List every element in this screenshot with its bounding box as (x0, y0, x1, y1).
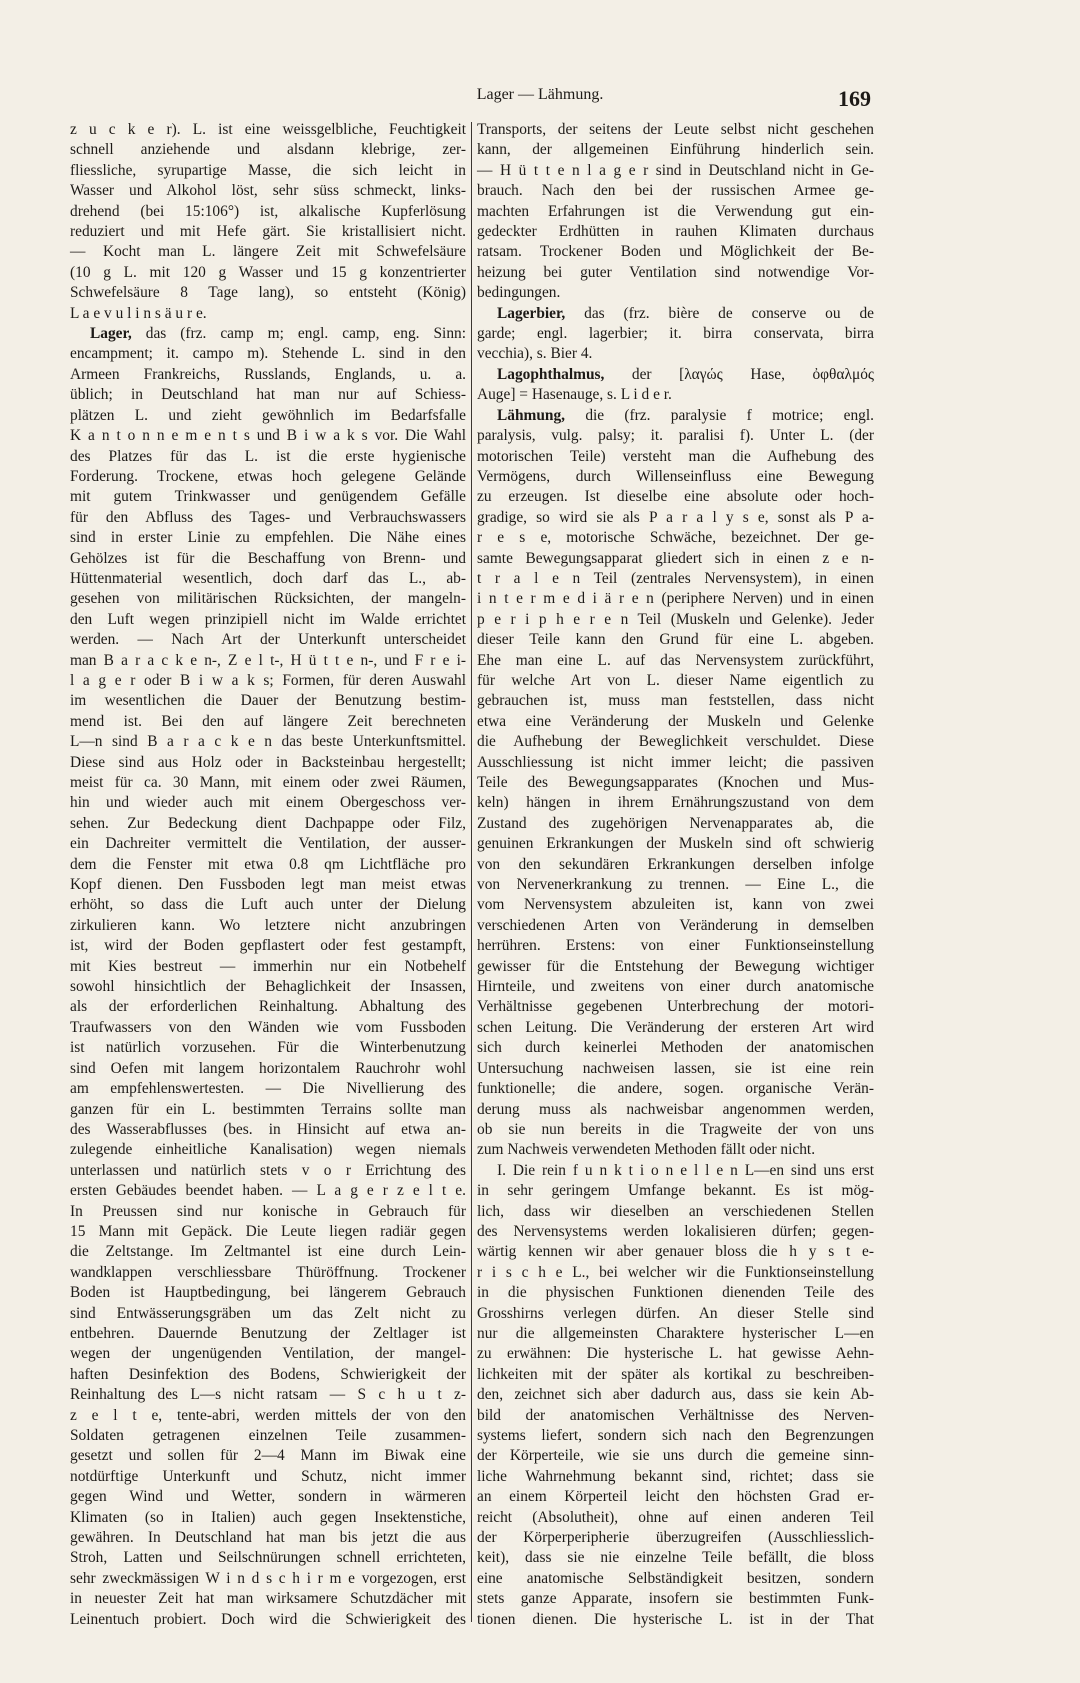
text-line: eine anatomische Selbständigkeit besitzen, sondern (477, 1569, 874, 1587)
right-column (477, 120, 874, 1630)
text-line: Kopf dienen. Den Fussboden legt man meist etwas (70, 876, 466, 894)
text-line: kann, der allgemeinen Einführung hinderlich sein. (477, 141, 874, 159)
text-line: keit), dass sie nie einzelne Teile befällt, die bloss (477, 1549, 874, 1567)
text-line: wärtig kennen wir aber genauer bloss die h y s t e- (477, 1243, 874, 1261)
text-line: ist natürlich vorzusehen. Für die Winterbenutzung (70, 1039, 466, 1057)
text-line: gegen Wind und Wetter, sondern in wärmeren (70, 1488, 466, 1506)
text-line: schen Leitung. Die Veränderung der ersteren Art wird (477, 1018, 874, 1036)
text-line: — Kocht man L. längere Zeit mit Schwefelsäure (70, 243, 466, 261)
headword: Lagerbier, (497, 304, 566, 322)
text-line: sind Entwässerungsgräben um das Zelt nicht zu (70, 1304, 466, 1322)
text-line: Auge] = Hasenauge, s. L i d e r. (477, 386, 672, 404)
text-line: des Nervensystems werden lokalisieren dürfen; gegen- (477, 1222, 874, 1240)
text-line: brauch. Nach den bei der russischen Armee ge- (477, 182, 874, 200)
text-line: etwa eine Veränderung der Muskeln und Gelenke (477, 712, 874, 730)
text-line: am empfehlenswertesten. — Die Nivellierung des (70, 1080, 466, 1098)
text-line (477, 365, 874, 385)
text-line: notdürftige Unterkunft und Schutz, nicht immer (70, 1467, 466, 1485)
text-line (70, 324, 466, 344)
text-line: der Körperperipherie überzugreifen (Ausschliesslich- (477, 1529, 874, 1547)
text-line: zum Nachweis verwendeten Methoden fällt oder nicht. (477, 1141, 816, 1159)
text-line: den Luft wegen prinzipiell nicht im Walde errichtet (70, 610, 466, 628)
text-line: z e l t e, tente-abri, werden mittels der von den (70, 1406, 466, 1424)
text-line: im wesentlichen die Dauer der Benutzung bestim- (70, 692, 466, 710)
text-line: gewähren. In Deutschland hat man bis jetzt die aus (70, 1529, 466, 1547)
text-line: sehr zweckmässigen W i n d s c h i r m e vorgezogen, erst (70, 1569, 466, 1587)
paragraph (477, 1161, 874, 1630)
text-line: machten Erfahrungen ist die Verwendung gut ein- (477, 202, 874, 220)
text-line: verschiedenen Arten von Veränderung in demselben (477, 916, 874, 934)
text-line: vom Nervensystem abzuleiten ist, kann von zwei (477, 896, 874, 914)
text-line: Stroh, Latten und Seilschnürungen schnell errichteten, (70, 1549, 466, 1567)
paragraph (70, 120, 466, 324)
text-line: in die physischen Funktionen dienenden Teile des (477, 1284, 874, 1302)
text-line: dieser Teile kann den Grund für eine L. abgeben. (477, 631, 874, 649)
text-line: Traufwassers von den Wänden wie vom Fussboden (70, 1018, 466, 1036)
text-line: sich durch keinerlei Methoden der anatomischen (477, 1039, 874, 1057)
text-line: Ausschliessung ist nicht immer leicht; die passiven (477, 753, 874, 771)
text-line: entbehren. Dauernde Benutzung der Zeltlager ist (70, 1324, 466, 1342)
entry-paragraph (477, 304, 874, 365)
text-line: sind Oefen mit langem horizontalem Rauchrohr wohl (70, 1059, 466, 1077)
text-line: Untersuchung nachweisen lassen, sie ist eine rein (477, 1059, 874, 1077)
text-line: garde; engl. lagerbier; it. birra conservata, birra (477, 325, 874, 343)
text-line (477, 304, 874, 324)
text-line: In Preussen sind nur konische in Gebrauch für (70, 1202, 466, 1220)
text-line: meist für ca. 30 Mann, mit einem oder zwei Räumen, (70, 774, 466, 791)
line-text: das (frz. camp m; engl. camp, eng. Sinn: (131, 325, 466, 343)
text-line: Vermögens, durch Willenseinfluss eine Bewegung (477, 467, 874, 485)
text-line: L a e v u l i n s ä u r e. (70, 304, 207, 322)
text-line: für welche Art von L. dieser Name eigentlich zu (477, 671, 874, 689)
text-line: lichkeiten mit der später als kortikal zu beschreiben- (477, 1365, 874, 1383)
text-line: drehend (bei 15:106°) ist, alkalische Kupferlösung (70, 202, 466, 220)
text-line: Transports, der seitens der Leute selbst nicht geschehen (477, 121, 874, 138)
text-line: t r a l e n Teil (zentrales Nervensystem), in einen (477, 569, 874, 587)
headword: Lager, (90, 325, 132, 343)
text-line: sind in erster Linie zu empfehlen. Die Nähe eines (70, 529, 466, 547)
text-line: tionen dienen. Die hysterische L. ist in der That (477, 1610, 874, 1628)
text-line: nur die allgemeinsten Charaktere hysterischer L—en (477, 1324, 874, 1342)
text-line: I. Die rein f u n k t i o n e l l e n L—en sind uns erst (497, 1161, 874, 1179)
text-line: z u c k e r). L. ist eine weissgelbliche, Feuchtigkeit (70, 121, 466, 138)
line-text: der [λαγώς Hase, ὀφθαλμός (604, 365, 874, 383)
text-line: ob sie nun bereits in die Tragweite der von uns (477, 1120, 874, 1138)
text-line: die Zeltstange. Im Zeltmantel ist eine durch Lein- (70, 1243, 466, 1261)
text-line: L—n sind B a r a c k e n das beste Unterkunftsmittel. (70, 733, 466, 751)
text-line: Armeen Frankreichs, Russlands, Englands, u. a. (70, 365, 466, 383)
text-line: hin und wieder auch mit einem Obergeschoss ver- (70, 794, 466, 812)
text-line: von Nervenerkrankung zu trennen. — Eine L., die (477, 876, 874, 894)
text-line: Zustand des zugehörigen Nervenapparates ab, die (477, 814, 874, 832)
text-line: (10 g L. mit 120 g Wasser und 15 g konzentrierter (70, 263, 466, 281)
text-line: sowohl hinsichtlich der Behaglichkeit der Insassen, (70, 978, 466, 996)
entry-paragraph (70, 324, 466, 1630)
text-line: gewisser für die Entstehung der Bewegung wichtiger (477, 957, 874, 975)
text-line: die Aufhebung der Beweglichkeit verschuldet. Diese (477, 733, 874, 751)
text-line: paralysis, vulg. palsy; it. paralisi f). Unter L. (der (477, 427, 874, 445)
text-line: r e s e, motorische Schwäche, bezeichnet. Der ge- (477, 529, 874, 547)
text-line: ist, wird der Boden gepflastert oder fest gestampft, (70, 937, 466, 955)
text-line: fliessliche, syrupartige Masse, die sich leicht in (70, 161, 466, 179)
text-line: gesetzt und sollen für 2—4 Mann im Biwak eine (70, 1447, 466, 1465)
text-line: Verhältnisse gegebenen Unterbrechung der motori- (477, 998, 874, 1016)
text-line: Hirnteile, und zweitens von einer durch anatomische (477, 978, 874, 996)
text-line: mend ist. Bei den auf längere Zeit berechneten (70, 712, 466, 730)
text-line: an einem Körperteil leicht den höchsten Grad er- (477, 1488, 874, 1506)
text-line: haften Desinfektion des Bodens, Schwierigkeit der (70, 1365, 466, 1383)
text-line: des Wasserabflusses (bes. in Hinsicht auf etwa an- (70, 1120, 466, 1138)
text-line: sehen. Zur Bedeckung dient Dachpappe oder Filz, (70, 814, 466, 832)
text-line: gesehen von militärischen Rücksichten, der mangeln- (70, 590, 466, 608)
entry-paragraph (477, 365, 874, 406)
text-line: gradige, so wird sie als P a r a l y s e, sonst als P a- (477, 508, 874, 526)
entry-paragraph (477, 406, 874, 1161)
text-line: Reinhaltung des L—s nicht ratsam — S c h u t z- (70, 1386, 466, 1404)
text-line: reduziert und mit Hefe gärt. Sie kristallisiert nicht. (70, 223, 466, 241)
text-line: zu erwähnen: Die hysterische L. hat gewisse Aehn- (477, 1345, 874, 1363)
column-divider (471, 122, 472, 1622)
text-line: liche Wahrnehmung bekannt sind, richtet; dass sie (477, 1467, 874, 1485)
text-line: schnell anziehende und alsdann klebrige, zer- (70, 141, 466, 159)
text-line: funktionelle; die andere, sogen. organische Verän- (477, 1080, 874, 1098)
text-line: r i s c h e L., bei welcher wir die Funktionseinstellung (477, 1263, 874, 1281)
text-line: für den Abfluss des Tages- und Verbrauchswassers (70, 508, 466, 526)
text-line: Boden ist Hauptbedingung, bei längerem Gebrauch (70, 1284, 466, 1302)
text-line: lich, dass wir dieselben an verschiedenen Stellen (477, 1202, 874, 1220)
text-line: systems liefert, sondern sich nach den Begrenzungen (477, 1427, 874, 1444)
text-line: herrühren. Erstens: von einer Funktionseinstellung (477, 937, 874, 955)
text-line: Klimaten (so in Italien) auch gegen Insektenstiche, (70, 1508, 466, 1526)
text-line: plätzen L. und zieht gewöhnlich im Bedarfsfalle (70, 406, 466, 424)
text-line: unterlassen und natürlich stets v o r Errichtung des (70, 1161, 466, 1179)
text-line: Forderung. Trockene, etwas hoch gelegene Gelände (70, 467, 466, 485)
text-line: vecchia), s. Bier 4. (477, 345, 593, 363)
text-line: man B a r a c k e n-, Z e l t-, H ü t t e n-, und F r e i- (70, 651, 466, 669)
text-line: den, zeichnet sich aber dadurch aus, dass sie kein Ab- (477, 1386, 874, 1404)
text-line: ein Dachreiter vermittelt die Ventilation, der ausser- (70, 835, 466, 853)
text-line: zu erzeugen. Ist dieselbe eine absolute oder hoch- (477, 488, 874, 506)
text-line: keln) hängen in ihrem Ernährungszustand von dem (477, 794, 874, 812)
text-line: l a g e r oder B i w a k s; Formen, für deren Auswahl (70, 671, 466, 689)
text-line: in sehr geringem Umfange bekannt. Es ist mög- (477, 1182, 874, 1200)
text-line: samte Bewegungsapparat gliedert sich in einen z e n- (477, 549, 874, 567)
headword: Lähmung, (497, 406, 566, 424)
text-line: wegen der ungenügenden Ventilation, der mangel- (70, 1345, 466, 1363)
text-line: mit Kies bestreut — immerhin nur ein Notbehelf (70, 957, 466, 975)
text-line: heizung bei guter Ventilation sind notwendige Vor- (477, 263, 874, 281)
text-line: dem die Fenster mit etwa 0.8 qm Lichtfläche pro (70, 855, 466, 873)
text-line: — H ü t t e n l a g e r sind in Deutschland nicht in Ge- (477, 161, 874, 179)
text-line: als der erforderlichen Reinhaltung. Abhaltung des (70, 998, 466, 1016)
text-line: in neuester Zeit hat man wirksamere Schutzdächer mit (70, 1590, 466, 1608)
text-line: encampment; it. campo m). Stehende L. sind in den (70, 345, 466, 363)
text-line: üblich; in Deutschland hat man nur auf Schiess- (70, 386, 466, 404)
text-line: Hüttenmaterial wesentlich, doch darf das L., ab- (70, 569, 466, 587)
headword: Lagophthalmus, (497, 365, 605, 383)
text-line: Gehölzes ist für die Beschaffung von Brenn- und (70, 549, 466, 567)
text-line: Soldaten getragenen einzelnen Teile zusammen- (70, 1427, 466, 1444)
text-line: motorischen Teile) versteht man die Aufhebung des (477, 447, 874, 465)
text-line: des Platzes für das L. ist die erste hygienische (70, 447, 466, 465)
text-line: erhöht, so dass die Luft auch unter der Dielung (70, 896, 466, 914)
text-line: Teile des Bewegungsapparates (Knochen und Mus- (477, 774, 874, 791)
text-line: der Körperteile, wie sie uns durch die gemeine sinn- (477, 1447, 874, 1465)
text-line: bedingungen. (477, 284, 561, 302)
page-number: 169 (838, 86, 871, 111)
text-line: bild der anatomischen Verhältnisse des Nerven- (477, 1406, 874, 1424)
text-line: 15 Mann mit Gepäck. Die Leute liegen radiär gegen (70, 1222, 466, 1240)
text-line: ganzen für ein L. bestimmten Terrains sollte man (70, 1100, 466, 1118)
text-line: Leinentuch probiert. Doch wird die Schwierigkeit des (70, 1610, 466, 1628)
text-line: von den sekundären Erkrankungen derselben infolge (477, 855, 874, 873)
text-line: Diese sind aus Holz oder in Backsteinbau hergestellt; (70, 753, 466, 771)
line-text: das (frz. bière de conserve ou de (565, 304, 874, 322)
text-line: zulegende einheitliche Kanalisation) wegen niemals (70, 1141, 466, 1159)
text-line: Schwefelsäure 8 Tage lang), so entsteht (König) (70, 284, 466, 302)
running-head: Lager — Lähmung. (476, 86, 604, 103)
text-line: Grosshirns verlegen dürfen. An dieser Stelle sind (477, 1304, 874, 1322)
text-line: K a n t o n n e m e n t s und B i w a k s vor. Die Wahl (70, 427, 466, 445)
text-line: ratsam. Trockener Boden und Möglichkeit der Be- (477, 243, 874, 261)
text-line: mit gutem Trinkwasser und genügendem Gefälle (70, 488, 466, 506)
text-line: gedeckter Erdhütten in rauhen Klimaten durchaus (477, 223, 874, 241)
text-line: wandklappen verschliessbare Thüröffnung. Trockener (70, 1263, 466, 1281)
text-line: reicht (Absolutheit), ohne auf einen anderen Teil (477, 1508, 874, 1526)
text-line: zirkulieren kann. Wo letztere nicht anzubringen (70, 916, 466, 934)
text-line: stets ganze Apparate, insofern sie bestimmten Funk- (477, 1590, 874, 1608)
text-line: ersten Gebäudes beendet haben. — L a g e r z e l t e. (70, 1182, 466, 1200)
text-line: i n t e r m e d i ä r e n (periphere Nerven) und in einen (477, 590, 874, 608)
text-line: werden. — Nach Art der Unterkunft unterscheidet (70, 631, 466, 649)
text-line: gebrauchen ist, muss man feststellen, dass nicht (477, 692, 874, 710)
text-line: Wasser und Alkohol löst, sehr süss schmeckt, links- (70, 182, 466, 200)
text-line: Ehe man eine L. auf das Nervensystem zurückführt, (477, 651, 874, 669)
text-line: p e r i p h e r e n Teil (Muskeln und Gelenke). Jeder (477, 610, 874, 628)
text-line: genuinen Erkrankungen der Muskeln sind oft schwierig (477, 835, 874, 853)
left-column (70, 120, 466, 1630)
text-line (477, 406, 874, 426)
line-text: die (frz. paralysie f motrice; engl. (565, 406, 874, 424)
paragraph (477, 120, 874, 304)
text-line: derung muss als nachweisbar angenommen werden, (477, 1100, 874, 1118)
